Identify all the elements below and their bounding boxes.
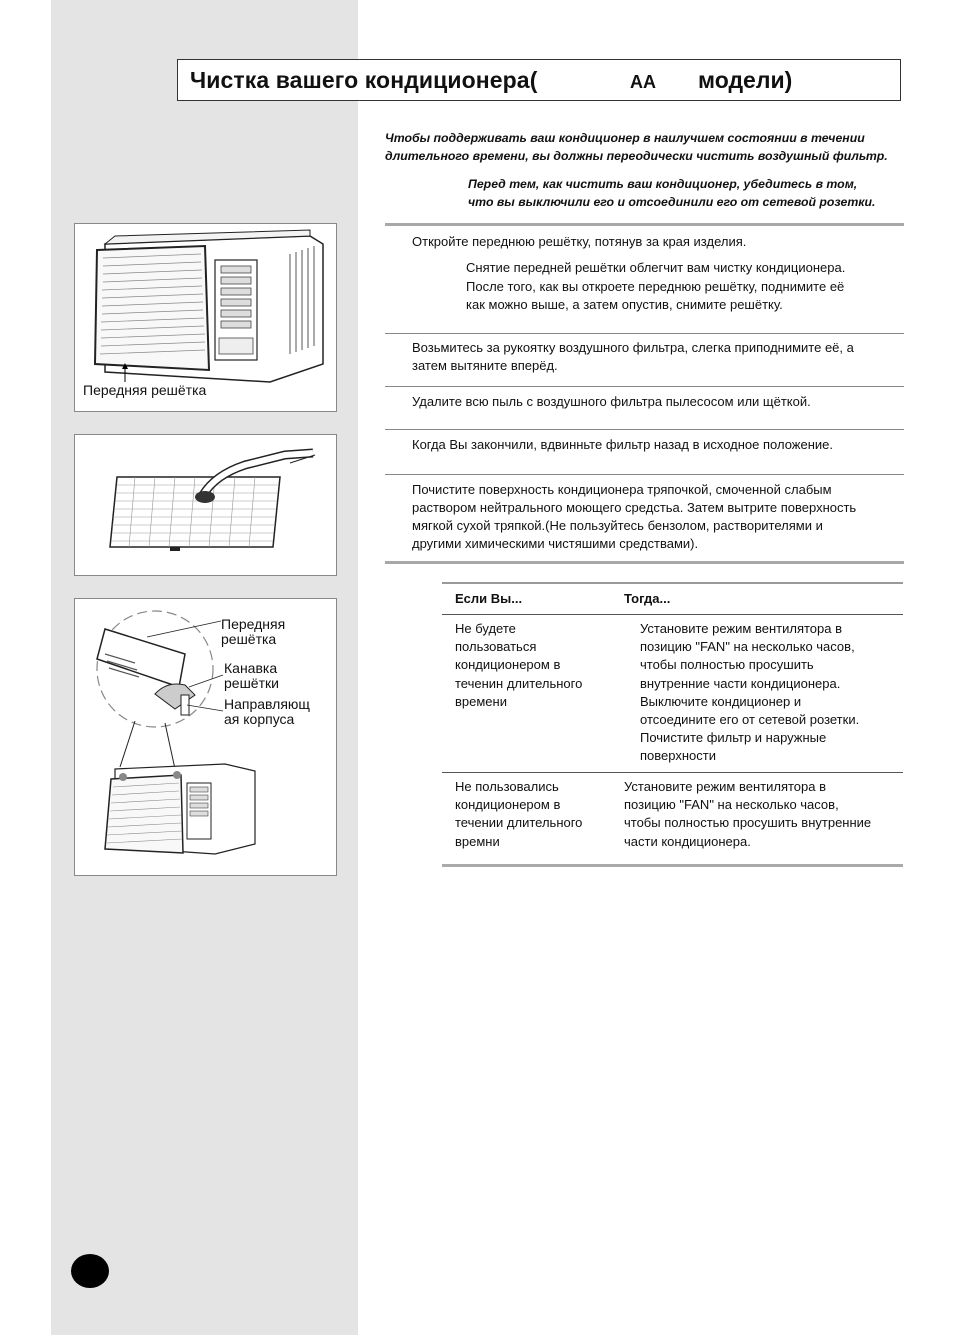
page-number-marker	[71, 1254, 109, 1288]
table-row-divider	[442, 772, 903, 773]
page-title-box	[177, 59, 901, 101]
section-rule-bottom	[385, 561, 904, 564]
section-rule-top	[385, 223, 904, 226]
step-4-text: Когда Вы закончили, вдвинньте фильтр назад в исходное положение.	[412, 437, 834, 452]
table-row-1-then: Установите режим вентилятора в позицию "FAN" на несколько часов, чтобы полностью просушить внутренние части кондиционера. Выключите кондиционер и отсоедините его от сетевой розетки. Почистите фильтр и наружные поверхности	[640, 621, 860, 764]
figure-filter-cleaning	[74, 434, 337, 576]
table-row-2-if: Не пользовались кондиционером в течении длительного времни	[455, 779, 583, 849]
step-1-text: Откройте переднюю решётку, потянув за края изделия.	[412, 234, 747, 249]
figure-grille-removal	[74, 598, 337, 876]
grille-groove-label: Канавка решётки	[224, 660, 279, 691]
step-5-text: Почистите поверхность кондиционера тряпочкой, смоченной слабым раствором нейтрального моющего средстьа. Затем вытрите поверхность мягкой сухой тряпкой.(Не пользуйтесь бензолом, растворителями и другими химическими чистяшими средствами).	[412, 482, 857, 551]
table-header-then: Тогда...	[624, 591, 671, 606]
front-grille-label-detail: Передняя решётка	[221, 616, 286, 647]
table-row-1-if: Не будете пользоваться кондиционером в теченин длительного времени	[455, 621, 583, 709]
intro-text: Чтобы поддерживать ваш кондиционер в наилучшем состоянии в течении длительного времени, вы должны переодически чистить воздушный фильтр.	[385, 131, 888, 163]
step-divider	[385, 386, 904, 387]
page-title-suffix: модели)	[698, 67, 793, 93]
figure-front-grille	[74, 223, 337, 412]
front-grille-label: Передняя решётка	[83, 382, 207, 398]
table-rule-bottom	[442, 864, 903, 867]
step-1-note: Снятие передней решётки облегчит вам чистку кондиционера. После того, как вы откроете переднюю решётку, поднимите её как можно выше, а затем опустив, снимите решётку.	[466, 260, 846, 312]
step-divider	[385, 333, 904, 334]
body-guide-label: Направляющ ая корпуса	[224, 696, 310, 727]
model-code: AA	[630, 72, 656, 92]
warning-text: Перед тем, как чистить ваш кондиционер, убедитесь в том, что вы выключили его и отсоединили его от сетевой розетки.	[468, 177, 876, 209]
table-rule-top	[442, 582, 903, 584]
grille-removal-illustration	[75, 599, 335, 875]
filter-vacuum-illustration	[75, 435, 335, 575]
table-header-rule	[442, 614, 903, 615]
table-row-2-then: Установите режим вентилятора в позицию "FAN" на несколько часов, чтобы полностью просушить внутренние части кондиционера.	[624, 779, 872, 849]
step-divider	[385, 474, 904, 475]
step-divider	[385, 429, 904, 430]
page-title: Чистка вашего кондиционера(	[190, 67, 538, 93]
step-2-text: Возьмитесь за рукоятку воздушного фильтра, слегка приподнимите её, а затем вытяните вперёд.	[412, 340, 854, 373]
step-3-text: Удалите всю пыль с воздушного фильтра пылесосом или щёткой.	[412, 394, 811, 409]
table-header-if: Если Вы...	[455, 591, 523, 606]
